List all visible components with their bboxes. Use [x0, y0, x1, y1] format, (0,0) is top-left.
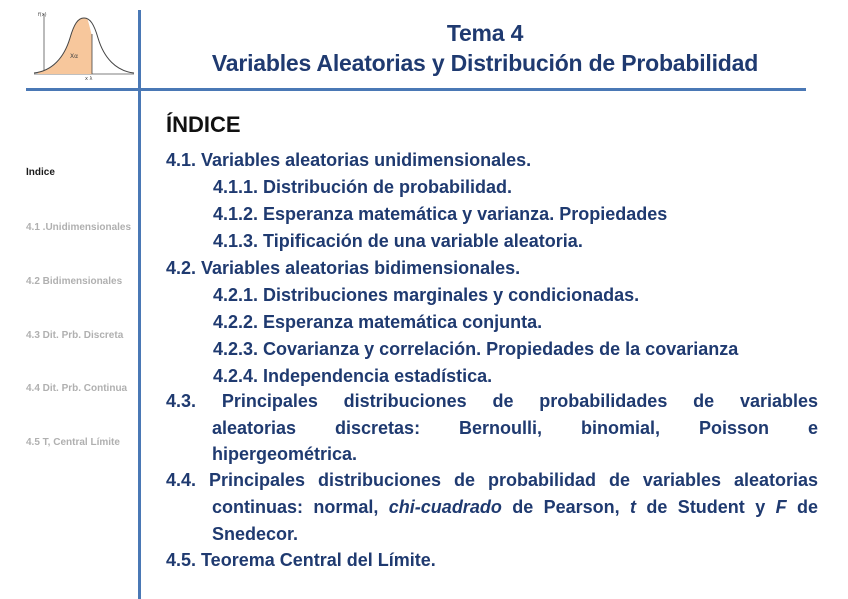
toc-4-4-text-c: de Pearson,: [501, 497, 631, 517]
toc-item-4-1-3: 4.1.3. Tipificación de una variable aleatoria.: [213, 231, 583, 251]
toc-4-4-text-a: continuas: normal,: [212, 497, 389, 517]
toc-item-4-4-line2: [212, 494, 818, 521]
toc-item-4-3-line1: 4.3. Principales distribuciones de probabilidades de variables: [166, 391, 818, 411]
toc-item-4-2-2: 4.2.2. Esperanza matemática conjunta.: [213, 312, 543, 332]
toc-item-4-4-line3: Snedecor.: [212, 524, 299, 544]
toc-item-4-1-1: 4.1.1. Distribución de probabilidad.: [213, 177, 513, 197]
toc-4-4-text-g: de: [786, 497, 818, 517]
page-subtitle: Variables Aleatorias y Distribución de Probabilidad: [211, 50, 759, 76]
toc-4-4-text-e: de Student y: [636, 497, 776, 517]
vertical-divider: [138, 10, 141, 599]
sidebar-item-continua[interactable]: 4.4 Dit. Prb. Continua: [26, 383, 128, 394]
horizontal-divider: [26, 88, 806, 91]
toc-item-4-1-2: 4.1.2. Esperanza matemática y varianza. Propiedades: [213, 204, 668, 224]
toc-item-4-2: 4.2. Variables aleatorias bidimensionales.: [166, 258, 521, 278]
toc-item-4-2-3: 4.2.3. Covarianza y correlación. Propiedades de la covarianza: [213, 339, 739, 359]
index-heading: ÍNDICE: [166, 112, 241, 137]
toc-item-4-3-line2: aleatorias discretas: Bernoulli, binomial, Poisson e: [212, 418, 818, 438]
toc-item-4-4-line1: 4.4. Principales distribuciones de probabilidad de variables aleatorias: [166, 470, 818, 490]
toc-item-4-2-1: 4.2.1. Distribuciones marginales y condicionadas.: [213, 285, 640, 305]
sidebar-item-discreta[interactable]: 4.3 Dit. Prb. Discreta: [26, 330, 124, 341]
normal-distribution-logo: [30, 8, 136, 82]
logo-axis-label: f(x): [38, 12, 47, 18]
sidebar-item-indice[interactable]: Índice: [26, 167, 55, 178]
toc-4-4-t: t: [630, 497, 637, 517]
toc-item-4-2-4: 4.2.4. Independencia estadística.: [213, 366, 493, 386]
toc-item-4-5: 4.5. Teorema Central del Límite.: [166, 550, 436, 570]
toc-4-4-chi: chi-cuadrado: [388, 497, 502, 517]
logo-shaded-area: [38, 18, 92, 74]
sidebar-item-limite-central[interactable]: 4.5 T, Central Límite: [26, 437, 120, 448]
toc-4-4-f: F: [775, 497, 787, 517]
toc-item-4-3-line3: hipergeométrica.: [212, 444, 358, 464]
logo-area-label: Xα: [70, 53, 79, 60]
sidebar-item-bidimensionales[interactable]: 4.2 Bidimensionales: [26, 276, 123, 287]
page-title: Tema 4: [446, 20, 524, 46]
toc-item-4-1: 4.1. Variables aleatorias unidimensionales.: [166, 150, 532, 170]
sidebar-item-unidimensionales[interactable]: 4.1 .Unidimensionales: [26, 222, 132, 233]
logo-axis-tick: x λ: [85, 76, 93, 82]
